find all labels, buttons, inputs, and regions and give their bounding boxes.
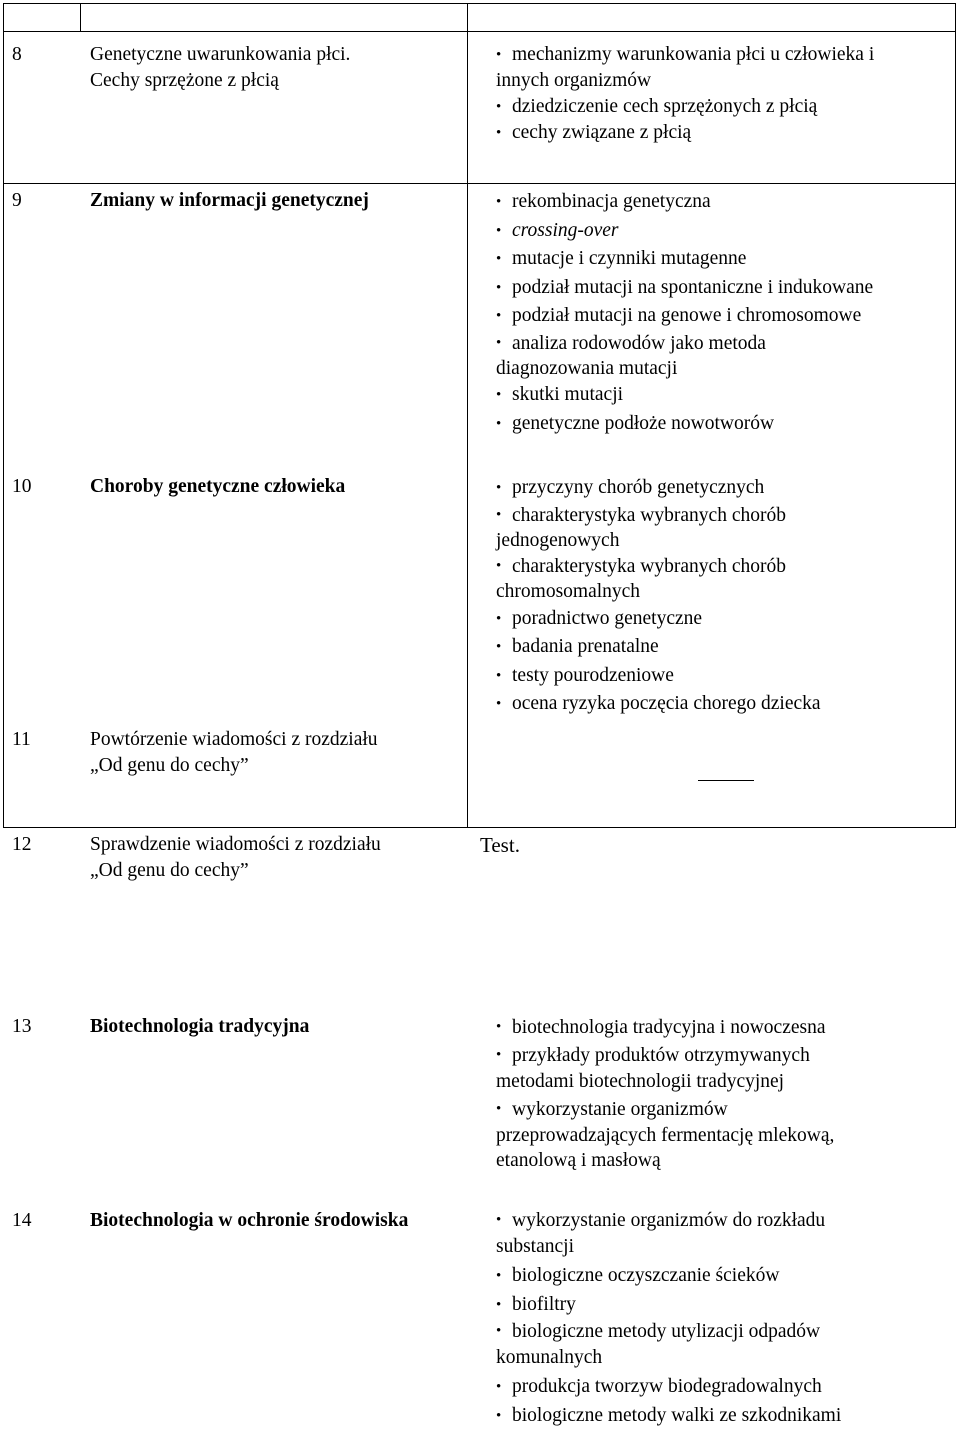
test-label: Test. [480, 833, 520, 857]
list-item: • podział mutacji na genowe i chromosomowe [496, 302, 946, 331]
row-topic: Biotechnologia w ochronie środowiska [90, 1210, 409, 1231]
table-right-border [955, 3, 956, 827]
bullet-icon: • [496, 1101, 502, 1117]
row-number: 9 [12, 190, 22, 211]
bullet-icon: • [496, 696, 502, 713]
bullet-icon: • [496, 1407, 502, 1424]
list-item: • ocena ryzyka poczęcia chorego dziecka [496, 690, 946, 719]
bullet-icon: • [496, 639, 502, 656]
row-topic: Sprawdzenie wiadomości z rozdziału „Od genu do cechy” [90, 834, 381, 881]
table-top-border [3, 3, 956, 4]
row-number: 8 [12, 44, 22, 65]
empty-cell-dash [698, 780, 754, 781]
bullet-icon: • [496, 506, 502, 523]
bullet-icon: • [496, 1296, 502, 1313]
row-number: 14 [12, 1210, 32, 1231]
bullet-icon: • [496, 557, 502, 574]
bullet-icon: • [496, 610, 502, 627]
bullet-icon: • [496, 1379, 502, 1396]
bullet-icon: • [496, 1019, 502, 1035]
table-col-divider [467, 3, 468, 827]
row-points [496, 1014, 946, 1174]
row-points [496, 42, 946, 146]
table-row-divider [3, 827, 956, 828]
table-row-divider [3, 31, 956, 32]
list-item: • mechanizmy warunkowania płci u człowieka i innych organizmów [496, 44, 875, 91]
bullet-icon: • [496, 279, 502, 296]
list-item: • analiza rodowodów jako metoda diagnozowania mutacji [496, 332, 766, 379]
row-points [496, 1208, 946, 1430]
bullet-icon: • [496, 667, 502, 684]
bullet-icon: • [496, 47, 502, 63]
bullet-icon: • [496, 415, 502, 432]
bullet-icon: • [496, 222, 502, 239]
row-topic: Biotechnologia tradycyjna [90, 1016, 310, 1037]
table-row-divider [3, 183, 956, 184]
list-item: • poradnictwo genetyczne [496, 605, 946, 634]
row-number: 11 [12, 729, 31, 750]
list-item: • testy pourodzeniowe [496, 662, 946, 691]
list-item: • badania prenatalne [496, 633, 946, 662]
list-item: • biologiczne oczyszczanie ścieków [496, 1262, 946, 1291]
row-topic: Zmiany w informacji genetycznej [90, 190, 369, 211]
row-number: 12 [12, 834, 32, 855]
list-item: • biofiltry [496, 1291, 946, 1320]
list-item: • produkcja tworzyw biodegradowalnych [496, 1373, 946, 1402]
list-item: • charakterystyka wybranych chorób chromosomalnych [496, 555, 786, 603]
row-points [496, 474, 946, 719]
list-item: • skutki mutacji [496, 381, 946, 410]
list-item: • mutacje i czynniki mutagenne [496, 245, 946, 274]
list-item: • przyczyny chorób genetycznych [496, 474, 946, 503]
bullet-icon: • [496, 1047, 502, 1063]
bullet-icon: • [496, 386, 502, 403]
bullet-icon: • [496, 251, 502, 268]
list-item: • charakterystyka wybranych chorób jednogenowych [496, 504, 786, 552]
list-item: • biologiczne metody utylizacji odpadów komunalnych [496, 1321, 821, 1368]
bullet-icon: • [496, 308, 502, 325]
row-topic: Genetyczne uwarunkowania płci. Cechy sprzężone z płcią [90, 44, 351, 91]
list-item: • wykorzystanie organizmów do rozkładu substancji [496, 1210, 826, 1257]
row-topic: Choroby genetyczne człowieka [90, 476, 346, 497]
list-item: • rekombinacja genetyczna [496, 188, 946, 217]
row-points [496, 188, 946, 438]
list-item: • dziedziczenie cech sprzężonych z płcią [496, 94, 946, 120]
bullet-icon: • [496, 125, 502, 141]
row-topic: Powtórzenie wiadomości z rozdziału „Od genu do cechy” [90, 729, 378, 776]
list-item: • przykłady produktów otrzymywanych metodami biotechnologii tradycyjnej [496, 1045, 810, 1092]
bullet-icon: • [496, 1268, 502, 1284]
list-item: • genetyczne podłoże nowotworów [496, 410, 946, 439]
list-item: • podział mutacji na spontaniczne i indukowane [496, 274, 946, 303]
bullet-icon: • [496, 99, 502, 115]
list-item: • biotechnologia tradycyjna i nowoczesna [496, 1014, 946, 1041]
list-item: • cechy związane z płcią [496, 120, 946, 146]
row-number: 13 [12, 1016, 32, 1037]
bullet-icon: • [496, 1323, 502, 1340]
list-item: • biologiczne metody walki ze szkodnikami [496, 1402, 946, 1431]
bullet-icon: • [496, 334, 502, 351]
bullet-icon: • [496, 194, 502, 210]
bullet-icon: • [496, 1212, 502, 1228]
table-left-border [3, 3, 4, 827]
list-item: • crossing-over [496, 217, 946, 246]
table-col-divider [80, 3, 81, 31]
list-item: • wykorzystanie organizmów przeprowadzających fermentację mlekową, etanolową i masłową [496, 1099, 835, 1171]
bullet-icon: • [496, 480, 502, 496]
row-number: 10 [12, 476, 32, 497]
